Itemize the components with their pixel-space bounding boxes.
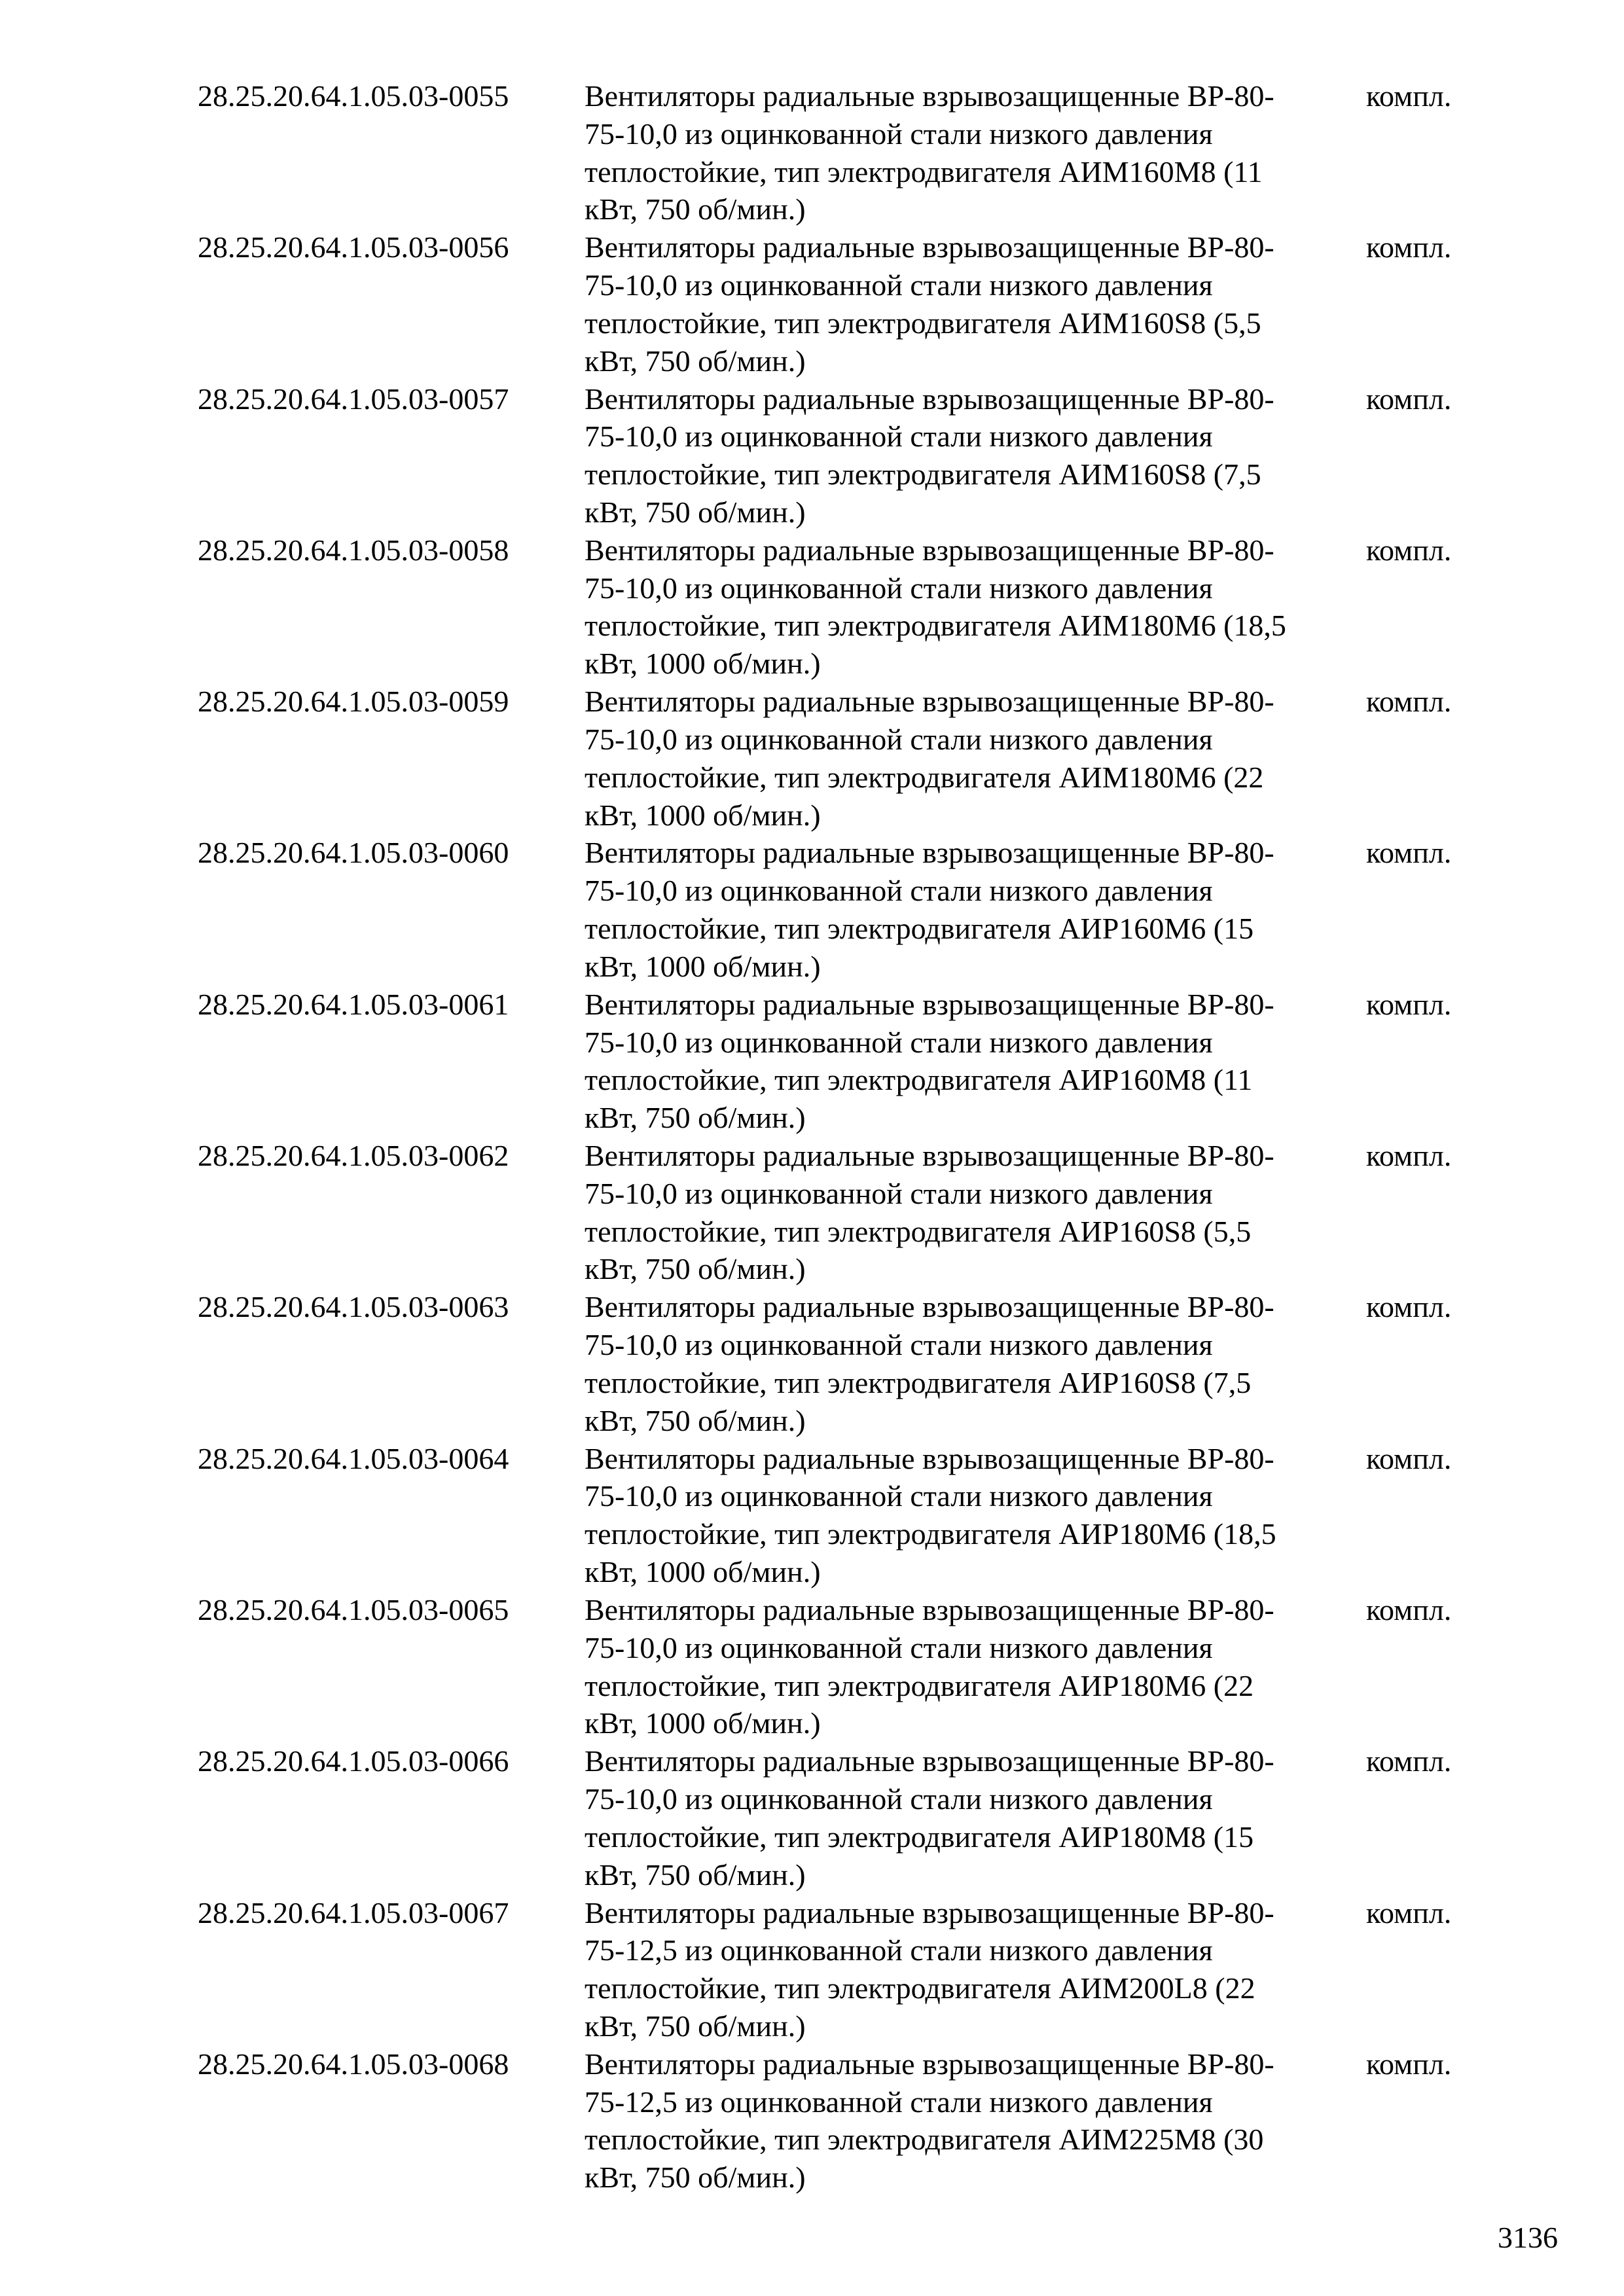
item-code: 28.25.20.64.1.05.03-0060 [198, 836, 509, 870]
item-description [585, 1742, 1360, 1893]
description-line: кВт, 750 об/мин.) [585, 1101, 806, 1135]
table-row [0, 1440, 1624, 1591]
description-line: кВт, 750 об/мин.) [585, 2009, 806, 2043]
item-description [585, 1591, 1360, 1742]
item-code: 28.25.20.64.1.05.03-0062 [198, 1139, 509, 1173]
description-line: кВт, 750 об/мин.) [585, 192, 806, 226]
description-line: теплостойкие, тип электродвигателя АИР180М6 (18,5 [585, 1517, 1276, 1551]
item-code: 28.25.20.64.1.05.03-0057 [198, 382, 509, 416]
description-line: Вентиляторы радиальные взрывозащищенные ВР-80- [585, 79, 1274, 113]
description-line: Вентиляторы радиальные взрывозащищенные ВР-80- [585, 987, 1274, 1021]
description-line: 75-10,0 из оцинкованной стали низкого давления [585, 1328, 1213, 1362]
item-unit: компл. [1366, 533, 1452, 567]
item-description [585, 531, 1360, 683]
description-line: кВт, 750 об/мин.) [585, 2161, 806, 2195]
table-row [0, 2045, 1624, 2197]
item-code: 28.25.20.64.1.05.03-0065 [198, 1592, 509, 1626]
table-row [0, 1288, 1624, 1439]
item-description [585, 1440, 1360, 1591]
description-line: Вентиляторы радиальные взрывозащищенные ВР-80- [585, 836, 1274, 870]
description-line: Вентиляторы радиальные взрывозащищенные ВР-80- [585, 533, 1274, 567]
description-line: теплостойкие, тип электродвигателя АИР180М8 (15 [585, 1820, 1254, 1854]
item-code: 28.25.20.64.1.05.03-0064 [198, 1441, 509, 1475]
description-line: кВт, 1000 об/мин.) [585, 1706, 821, 1740]
description-line: 75-10,0 из оцинкованной стали низкого давления [585, 420, 1213, 454]
description-line: теплостойкие, тип электродвигателя АИР160S8 (5,5 [585, 1214, 1252, 1248]
item-description [585, 380, 1360, 531]
description-line: теплостойкие, тип электродвигателя АИМ160М8 (11 [585, 154, 1263, 188]
description-line: теплостойкие, тип электродвигателя АИМ160S8 (7,5 [585, 457, 1261, 492]
description-line: кВт, 1000 об/мин.) [585, 1555, 821, 1589]
description-line: Вентиляторы радиальные взрывозащищенные ВР-80- [585, 1139, 1274, 1173]
item-code: 28.25.20.64.1.05.03-0056 [198, 230, 509, 264]
description-line: 75-10,0 из оцинкованной стали низкого давления [585, 1025, 1213, 1059]
item-unit: компл. [1366, 230, 1452, 264]
description-line: 75-10,0 из оцинкованной стали низкого давления [585, 1782, 1213, 1816]
description-line: Вентиляторы радиальные взрывозащищенные ВР-80- [585, 1895, 1274, 1929]
description-line: кВт, 750 об/мин.) [585, 1252, 806, 1286]
table-row [0, 834, 1624, 985]
item-code: 28.25.20.64.1.05.03-0055 [198, 79, 509, 113]
item-unit: компл. [1366, 987, 1452, 1021]
item-description [585, 2045, 1360, 2197]
item-unit: компл. [1366, 382, 1452, 416]
description-line: 75-10,0 из оцинкованной стали низкого давления [585, 117, 1213, 151]
item-unit: компл. [1366, 1139, 1452, 1173]
description-line: Вентиляторы радиальные взрывозащищенные ВР-80- [585, 230, 1274, 264]
description-line: 75-12,5 из оцинкованной стали низкого давления [585, 2085, 1213, 2119]
description-line: 75-10,0 из оцинкованной стали низкого давления [585, 722, 1213, 756]
price-table [0, 77, 1624, 2197]
description-line: кВт, 750 об/мин.) [585, 495, 806, 529]
description-line: теплостойкие, тип электродвигателя АИР160S8 (7,5 [585, 1365, 1252, 1399]
description-line: 75-10,0 из оцинкованной стали низкого давления [585, 571, 1213, 605]
item-code: 28.25.20.64.1.05.03-0068 [198, 2047, 509, 2081]
description-line: кВт, 1000 об/мин.) [585, 647, 821, 681]
item-code: 28.25.20.64.1.05.03-0066 [198, 1744, 509, 1778]
item-code: 28.25.20.64.1.05.03-0063 [198, 1290, 509, 1324]
description-line: 75-10,0 из оцинкованной стали низкого давления [585, 1176, 1213, 1210]
description-line: кВт, 750 об/мин.) [585, 1403, 806, 1437]
item-unit: компл. [1366, 836, 1452, 870]
table-row [0, 986, 1624, 1137]
table-row [0, 531, 1624, 683]
table-row [0, 77, 1624, 228]
table-row [0, 380, 1624, 531]
description-line: кВт, 1000 об/мин.) [585, 949, 821, 983]
description-line: Вентиляторы радиальные взрывозащищенные ВР-80- [585, 685, 1274, 719]
item-description [585, 1137, 1360, 1288]
description-line: 75-10,0 из оцинкованной стали низкого давления [585, 1630, 1213, 1664]
description-line: теплостойкие, тип электродвигателя АИМ225М8 (30 [585, 2123, 1264, 2157]
item-unit: компл. [1366, 1290, 1452, 1324]
description-line: Вентиляторы радиальные взрывозащищенные ВР-80- [585, 1290, 1274, 1324]
table-row [0, 228, 1624, 380]
table-row [0, 683, 1624, 834]
item-unit: компл. [1366, 1744, 1452, 1778]
table-row [0, 1591, 1624, 1742]
description-line: теплостойкие, тип электродвигателя АИМ160S8 (5,5 [585, 306, 1261, 340]
item-description [585, 77, 1360, 228]
description-line: 75-10,0 из оцинкованной стали низкого давления [585, 874, 1213, 908]
description-line: теплостойкие, тип электродвигателя АИР180М6 (22 [585, 1668, 1254, 1702]
item-description [585, 1894, 1360, 2045]
description-line: 75-10,0 из оцинкованной стали низкого давления [585, 268, 1213, 302]
table-row [0, 1137, 1624, 1288]
description-line: кВт, 750 об/мин.) [585, 1857, 806, 1892]
description-line: кВт, 750 об/мин.) [585, 344, 806, 378]
item-description [585, 228, 1360, 380]
item-unit: компл. [1366, 2047, 1452, 2081]
item-description [585, 834, 1360, 985]
item-unit: компл. [1366, 1592, 1452, 1626]
description-line: кВт, 1000 об/мин.) [585, 798, 821, 832]
item-unit: компл. [1366, 1895, 1452, 1929]
item-code: 28.25.20.64.1.05.03-0061 [198, 987, 509, 1021]
item-description [585, 986, 1360, 1137]
item-code: 28.25.20.64.1.05.03-0058 [198, 533, 509, 567]
item-unit: компл. [1366, 79, 1452, 113]
description-line: Вентиляторы радиальные взрывозащищенные ВР-80- [585, 1592, 1274, 1626]
description-line: 75-12,5 из оцинкованной стали низкого давления [585, 1933, 1213, 1967]
description-line: теплостойкие, тип электродвигателя АИР160М8 (11 [585, 1063, 1253, 1097]
item-description [585, 1288, 1360, 1439]
description-line: теплостойкие, тип электродвигателя АИМ200L8 (22 [585, 1971, 1255, 2005]
table-row [0, 1742, 1624, 1893]
item-description [585, 683, 1360, 834]
description-line: Вентиляторы радиальные взрывозащищенные ВР-80- [585, 382, 1274, 416]
item-code: 28.25.20.64.1.05.03-0067 [198, 1895, 509, 1929]
item-unit: компл. [1366, 685, 1452, 719]
description-line: Вентиляторы радиальные взрывозащищенные ВР-80- [585, 1744, 1274, 1778]
description-line: теплостойкие, тип электродвигателя АИМ180М6 (18,5 [585, 609, 1286, 643]
description-line: теплостойкие, тип электродвигателя АИР160М6 (15 [585, 912, 1254, 946]
item-code: 28.25.20.64.1.05.03-0059 [198, 685, 509, 719]
item-unit: компл. [1366, 1441, 1452, 1475]
description-line: Вентиляторы радиальные взрывозащищенные ВР-80- [585, 2047, 1274, 2081]
description-line: теплостойкие, тип электродвигателя АИМ180М6 (22 [585, 760, 1264, 794]
page-number: 3136 [1498, 2221, 1558, 2254]
description-line: 75-10,0 из оцинкованной стали низкого давления [585, 1479, 1213, 1513]
description-line: Вентиляторы радиальные взрывозащищенные ВР-80- [585, 1441, 1274, 1475]
table-row [0, 1894, 1624, 2045]
